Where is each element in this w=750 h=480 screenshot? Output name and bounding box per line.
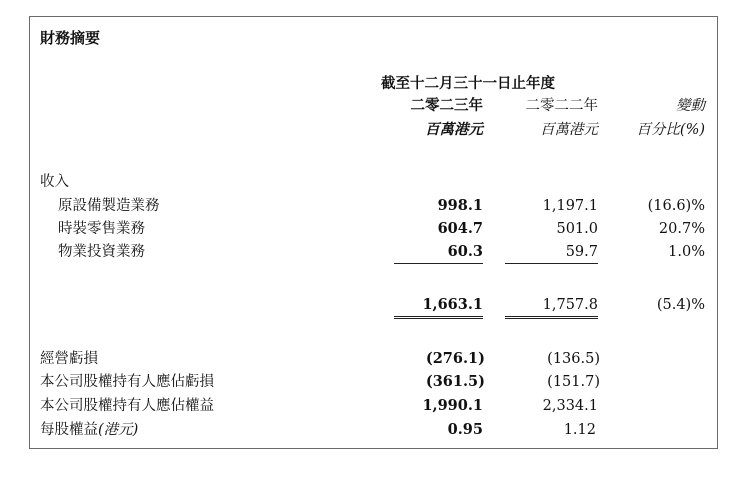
col-unit-2022: 百萬港元 xyxy=(540,122,598,138)
row-value-2023: (361.5) xyxy=(425,373,485,390)
row-value-2023: 0.95 xyxy=(447,421,483,438)
row-value-2022: 501.0 xyxy=(556,221,598,237)
row-label xyxy=(40,421,138,439)
row-value-2023: 998.1 xyxy=(437,197,483,214)
row-value-2022: (151.7) xyxy=(547,374,600,390)
total-value-2023: 1,663.1 xyxy=(422,296,483,313)
table-title: 財務摘要 xyxy=(40,29,101,47)
period-header: 截至十二月三十一日止年度 xyxy=(381,75,555,92)
row-label: 原設備製造業務 xyxy=(58,198,160,214)
row-value-2023: (276.1) xyxy=(425,350,485,367)
row-value-2022: 1.12 xyxy=(563,422,596,438)
row-change: 1.0% xyxy=(668,244,705,260)
revenue-label: 收入 xyxy=(40,174,69,190)
total-value-2022: 1,757.8 xyxy=(542,297,598,313)
col-header-change: 變動 xyxy=(676,98,705,114)
row-value-2023: 604.7 xyxy=(437,220,483,237)
row-value-2022: 2,334.1 xyxy=(542,398,598,414)
col-unit-change: 百分比(%) xyxy=(636,122,705,138)
row-value-2022: 59.7 xyxy=(565,244,598,260)
row-label: 本公司股權持有人應佔權益 xyxy=(40,398,214,414)
subtotal-rule-2022 xyxy=(505,263,598,264)
col-header-2022: 二零二二年 xyxy=(525,98,598,114)
total-rule-2022 xyxy=(505,316,598,319)
total-change: (5.4)% xyxy=(656,297,705,313)
row-change: 20.7% xyxy=(658,221,705,237)
col-unit-2023: 百萬港元 xyxy=(425,121,483,138)
row-label: 經營虧損 xyxy=(40,351,98,367)
total-rule-2023 xyxy=(394,316,483,319)
row-value-2022: 1,197.1 xyxy=(542,198,598,214)
row-value-2022: (136.5) xyxy=(547,351,600,367)
row-value-2023: 60.3 xyxy=(447,243,483,260)
row-label: 本公司股權持有人應佔虧損 xyxy=(40,374,214,390)
row-value-2023: 1,990.1 xyxy=(422,397,483,414)
col-header-2023: 二零二三年 xyxy=(410,97,483,114)
row-label: 物業投資業務 xyxy=(58,244,145,260)
row-label: 時裝零售業務 xyxy=(58,221,145,237)
eps-unit: (港元) xyxy=(98,422,139,438)
eps-label: 每股權益 xyxy=(40,422,98,438)
row-change: (16.6)% xyxy=(647,198,705,214)
subtotal-rule-2023 xyxy=(394,263,483,264)
financial-summary-table xyxy=(29,16,718,449)
